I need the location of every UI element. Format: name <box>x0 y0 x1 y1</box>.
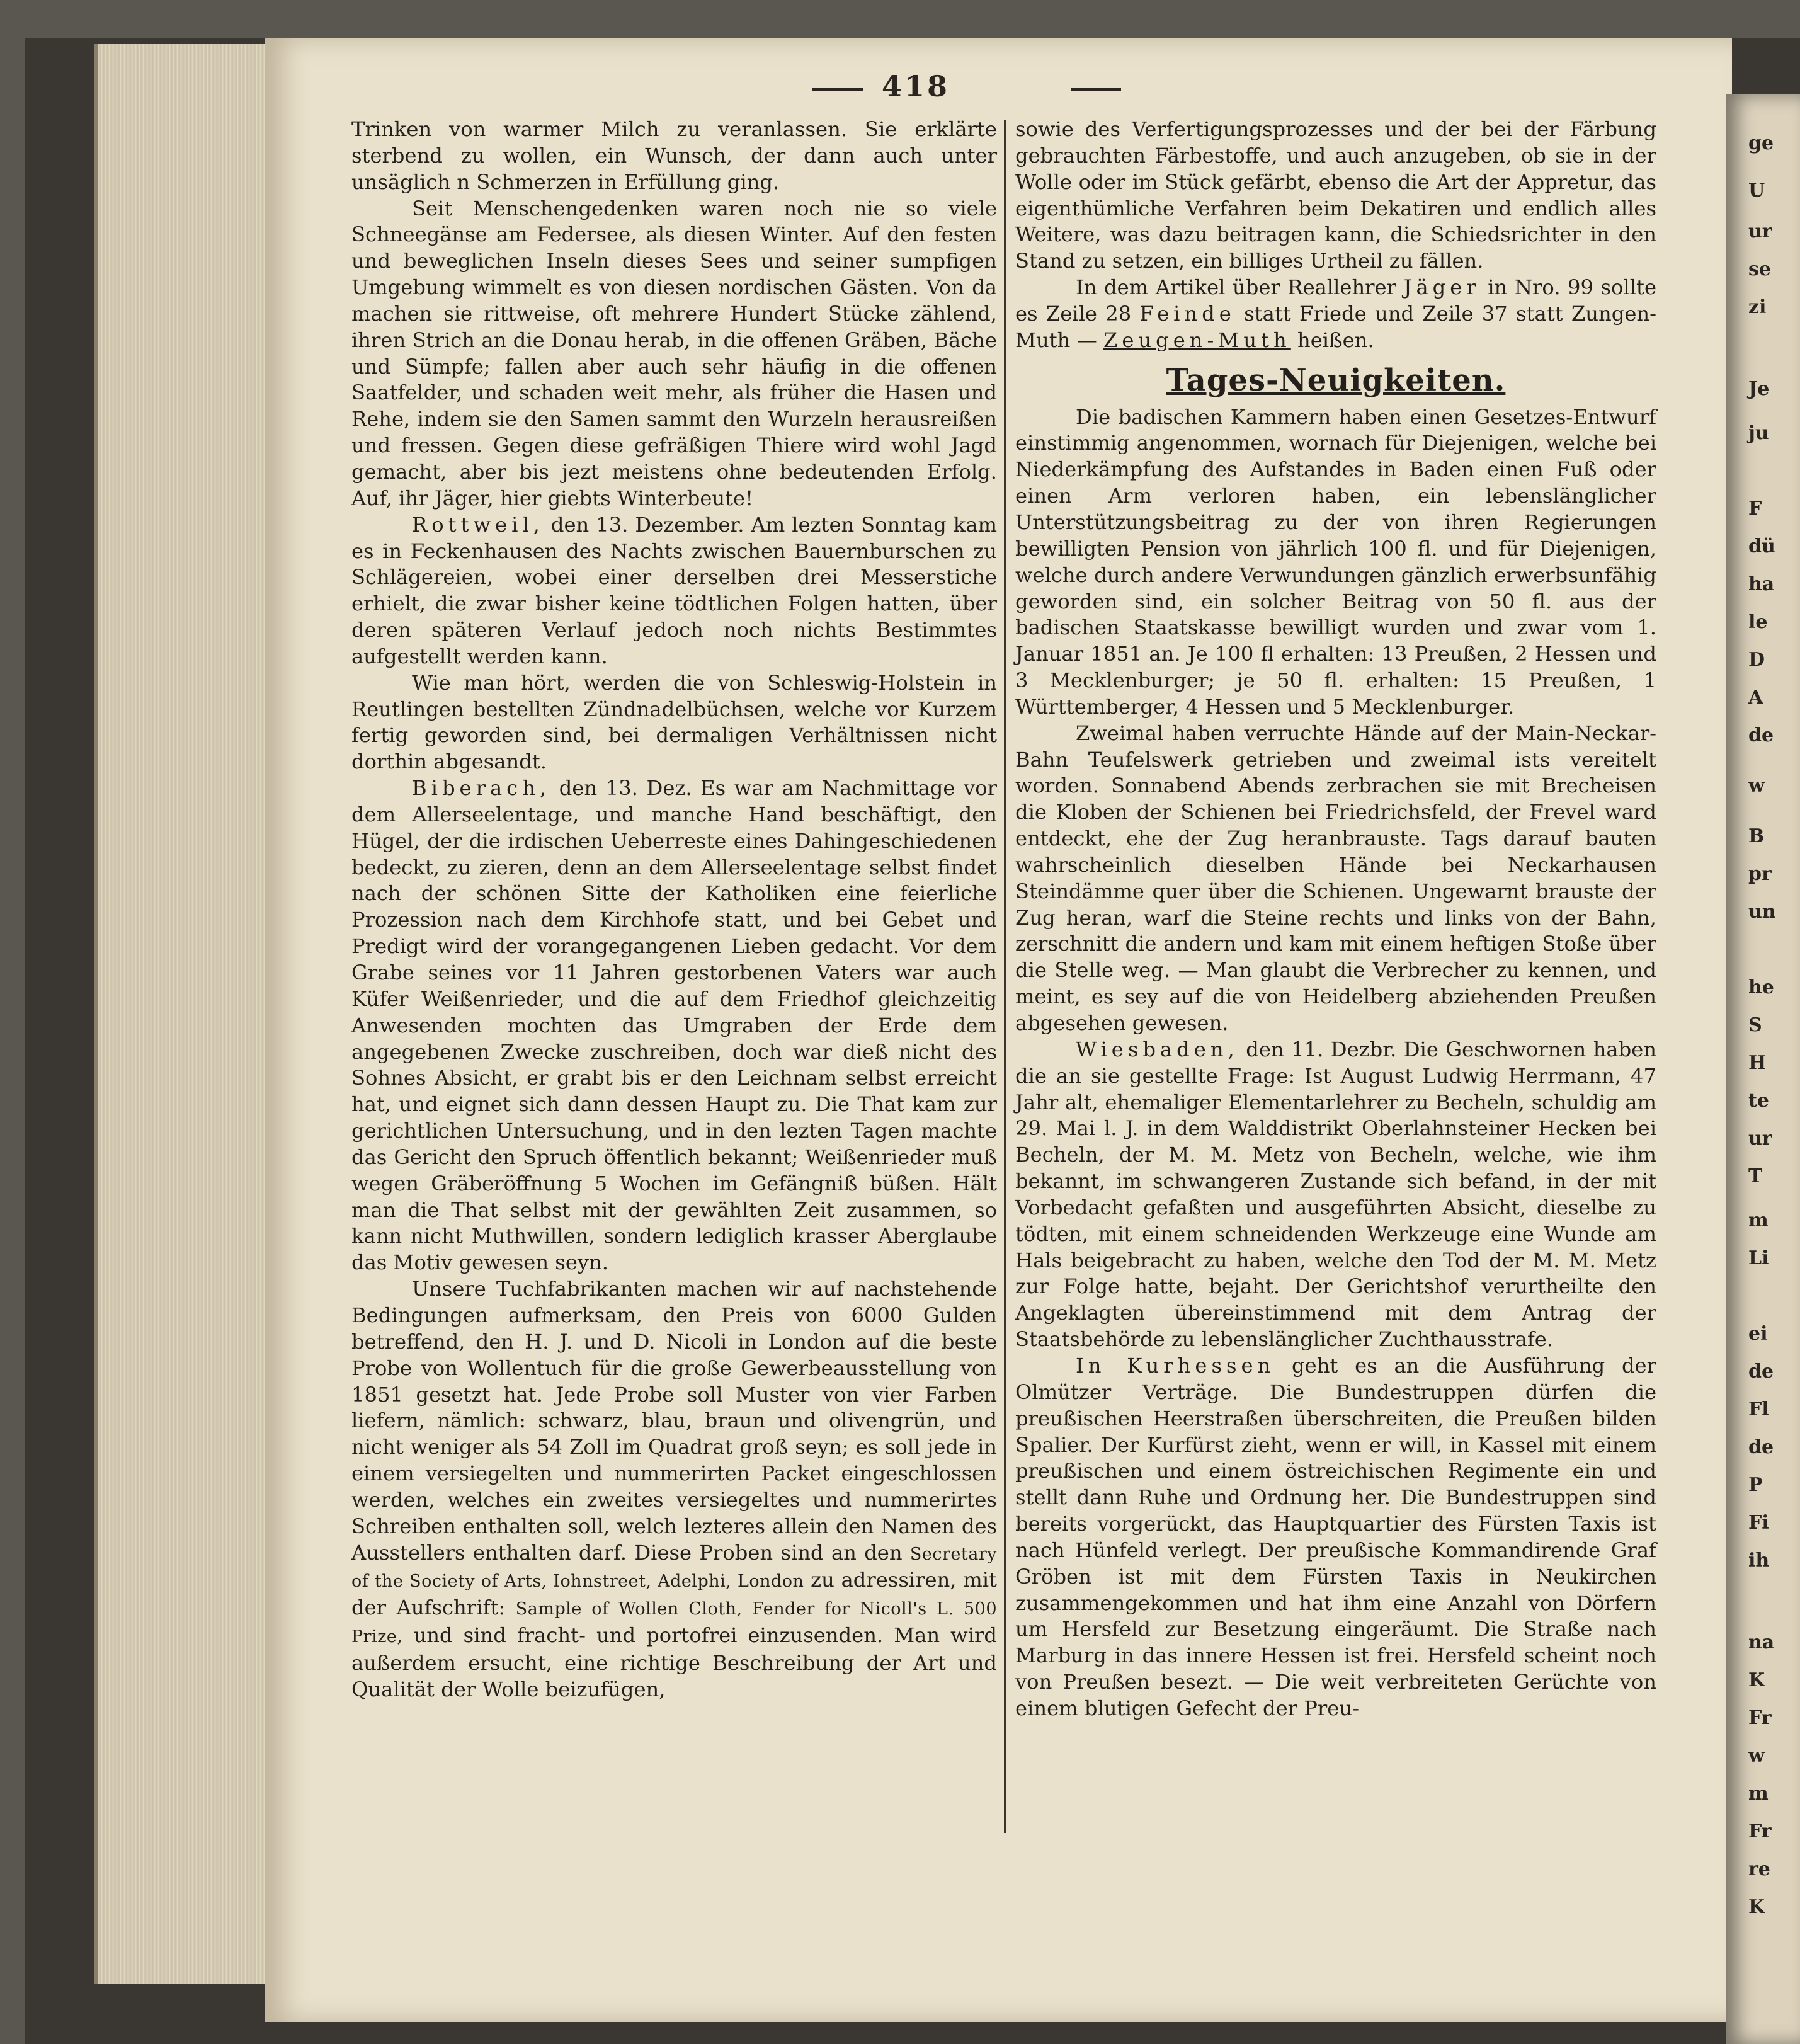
next-page-fragment: pr <box>1748 863 1772 885</box>
left-column <box>351 117 997 1703</box>
next-page-fragment: Li <box>1748 1247 1769 1269</box>
next-page-fragment: P <box>1748 1474 1763 1496</box>
paragraph-text: zu adressiren, mit der Aufschrift: <box>351 1568 997 1620</box>
paragraph-text: den 11. Dezbr. Die Geschwornen haben die an sie gestellte Frage: Ist August Ludwig Herrmann, 47 Jahr alt, ehemaliger Elementarlehrer zu Becheln, schuldig am 29. Mai l. J. in dem Walddistrikt Oberlahnsteiner Hecken bei Becheln, der M. M. Metz von Becheln, welche, wie ihm bekannt, im schwangeren Zustande sich befand, in der mit Vorbedacht gefaßten und ausgeführten Absicht, dieselbe zu tödten, mit einem schneidenden Werkzeuge eine Wunde am Hals beigebracht zu haben, welche den Tod der M. M. Metz zur Folge hatte, bejaht. Der Gerichtshof verurtheilte den Angeklagten übereinstimmend mit dem Antrag der Staatsbehörde zu lebenslänglicher Zuchthausstrafe. <box>1015 1037 1656 1352</box>
paragraph-text: in Nro. 99 sollte es Zeile 28 <box>1015 275 1656 326</box>
next-page-fragment: K <box>1748 1669 1765 1691</box>
next-page-fragment: Fr <box>1748 1820 1772 1842</box>
next-page-fragment: D <box>1748 649 1765 671</box>
next-page-fragment: he <box>1748 976 1774 998</box>
next-page-fragment: dü <box>1748 535 1775 557</box>
next-page-fragment: w <box>1748 1745 1765 1767</box>
paragraph-text: den 13. Dez. Es war am Nachmittage vor dem Allerseelentage, und manche Hand beschäftigt, den Hügel, der die irdischen Ueberreste eines Dahingeschiedenen bedeckt, zu zieren, denn an dem Allerseelentage selbst findet nach der schönen Sitte der Katholiken eine feierliche Prozession nach dem Kirchhofe statt, und bei Gebet und Predigt wird der vorangegangenen Lieben gedacht. Vor dem Grabe seines vor 11 Jahren gestorbenen Vaters war auch Küfer Weißenrieder, und die auf dem Friedhof gleichzeitig Anwesenden mochten das Umgraben der Erde dem angegebenen Zwecke zuschreiben, doch war dieß nicht des Sohnes Absicht, er grabt bis er den Leichnam selbst erreicht hat, und eignet sich dann dessen Haupt zu. Die That kam zur gerichtlichen Untersuchung, und in den lezten Tagen machte das Gericht den Spruch öffentlich bekannt; Weißenrieder muß wegen Gräberöffnung 5 Wochen im Gefängniß büßen. Hält man die That selbst mit der gewählten Zeit zusammen, so kann nicht Muthwillen, sondern lediglich krasser Aberglaube das Motiv gewesen seyn. <box>351 776 998 1275</box>
paragraph-text: Unsere Tuchfabrikanten machen wir auf nachstehende Bedingungen aufmerksam, den Preis von 6000 Gulden betreffend, den H. J. und D. Nicoli in London auf die beste Probe von Wollentuch für die große Gewerbeausstellung von 1851 gesetzt hat. Jede Probe soll Muster von vier Farben liefern, nämlich: schwarz, blau, braun und olivengrün, und nicht weniger als 54 Zoll im Quadrat groß seyn; es soll jede in einem versiegelten und nummerirten Packet eingeschlossen werden, welches ein zweites versiegeltes und nummerirtes Schreiben enthalten soll, welch lezteres allein den Namen des Ausstellers enthalten darf. Diese Proben sind an den <box>351 1277 997 1565</box>
next-page-fragment: un <box>1748 901 1776 923</box>
dateline-place: In Kurhessen <box>1076 1353 1275 1378</box>
paragraph-text: den 13. Dezember. Am lezten Sonntag kam es in Feckenhausen des Nachts zwischen Bauernburschen zu Schlägereien, wobei einer derselben drei Messerstiche erhielt, die zwar bisher keine tödtlichen Folgen hatten, über deren späteren Verlauf jedoch noch nichts Bestimmtes aufgestellt werden kann. <box>351 512 997 668</box>
column-separator <box>1004 120 1006 1833</box>
next-page-fragment: w <box>1748 775 1765 797</box>
page-number: 418 <box>882 69 950 103</box>
english-inscription: Sample of Wollen Cloth, Fender for Nicoll's L. 500 Prize, <box>351 1599 997 1647</box>
paragraph-text: In dem Artikel über Reallehrer <box>1076 275 1396 300</box>
paragraph: Wie man hört, werden die von Schleswig-Holstein in Reutlingen bestellten Zündnadelbüchsen, welche vor Kurzem fertig geworden sind, bei dermaligen Verhältnissen nicht dorthin abgesandt. <box>351 670 997 774</box>
paragraph: Die badischen Kammern haben einen Gesetzes-Entwurf einstimmig angenommen, wornach für Diejenigen, welche bei Niederkämpfung des Aufstandes in Baden einen Fuß oder einen Arm verloren haben, ein lebenslänglicher Unterstützungsbeitrag zu der von ihren Regierungen bewilligten Pension von jährlich 100 fl. und für Diejenigen, welche durch andere Verwundungen gänzlich erwerbsunfähig geworden sind, ein solcher Beitrag von 50 fl. aus der badischen Staatskasse bewilligt wurden und zwar vom 1. Januar 1851 an. Je 100 fl erhalten: 13 Preußen, 2 Hessen und 3 Mecklenburger; je 50 fl. erhalten: 15 Preußen, 1 Württemberger, 4 Hessen und 5 Mecklenburger. <box>1015 404 1656 719</box>
next-page-fragment: K <box>1748 1896 1765 1918</box>
right-column <box>1015 117 1656 1722</box>
next-page-fragment: ju <box>1748 422 1769 444</box>
next-page-fragment: Fi <box>1748 1512 1769 1534</box>
next-page-fragment: ih <box>1748 1550 1770 1572</box>
paragraph <box>1015 275 1656 354</box>
next-page-fragment: zi <box>1748 296 1767 318</box>
next-page-fragment: le <box>1748 611 1768 633</box>
next-page-fragment: H <box>1748 1052 1767 1074</box>
next-page-fragment: ha <box>1748 573 1775 595</box>
paragraph <box>351 775 997 1276</box>
next-page-fragment: de <box>1748 1436 1774 1458</box>
paragraph <box>1015 1037 1656 1353</box>
next-page-fragment: ge <box>1748 132 1774 154</box>
next-page-fragment: Fl <box>1748 1398 1769 1420</box>
next-page-fragment: se <box>1748 258 1771 280</box>
next-page-fragment: U <box>1748 180 1765 202</box>
dateline-place: Rottweil, <box>412 512 544 537</box>
spaced-name: Jäger <box>1403 275 1481 300</box>
next-page-fragment: ei <box>1748 1323 1768 1345</box>
next-page-fragment: A <box>1748 687 1763 709</box>
next-page-fragment: B <box>1748 825 1765 847</box>
spaced-word: Feinde <box>1139 301 1236 326</box>
next-page-fragment: F <box>1748 498 1762 520</box>
next-page-fragment: ur <box>1748 1128 1772 1150</box>
next-page-fragment: Fr <box>1748 1707 1772 1729</box>
paragraph-text: heißen. <box>1297 328 1374 352</box>
next-page-fragment: m <box>1748 1209 1769 1231</box>
dateline-place: Wiesbaden, <box>1076 1037 1239 1061</box>
paragraph <box>351 512 997 670</box>
paragraph: Trinken von warmer Milch zu veranlassen. Sie erklärte sterbend zu wollen, ein Wunsch, der dann auch unter unsäglich n Schmerzen in Erfüllung ging. <box>351 117 997 194</box>
next-page-fragment: T <box>1748 1165 1763 1187</box>
section-heading: Tages-Neuigkeiten. <box>1166 362 1506 398</box>
spaced-word: Zeugen-Muth <box>1103 328 1291 352</box>
dateline-place: Biberach, <box>412 776 551 801</box>
header-ornament-left <box>812 88 863 91</box>
next-page-edge <box>1726 94 1800 2044</box>
next-page-fragment: Je <box>1748 378 1770 400</box>
next-page-fragment: ur <box>1748 220 1772 243</box>
paragraph <box>351 1276 997 1703</box>
paragraph-text: und sind fracht- und portofrei einzusenden. Man wird außerdem ersucht, eine richtige Beschreibung der Art und Qualität der Wolle beizufügen, <box>351 1623 997 1701</box>
paragraph <box>1015 1353 1656 1722</box>
page-edges <box>94 44 275 1984</box>
paragraph: Zweimal haben verruchte Hände auf der Main-Neckar-Bahn Teufelswerk getrieben und zweimal ists vereitelt worden. Sonnabend Abends zerbrachen sie mit Brecheisen die Kloben der Schienen bei Friedrichsfeld, der Frevel ward entdeckt, ehe der Zug heranbrauste. Tags darauf bauten wahrscheinlich dieselben Hände bei Neckarhausen Steindämme quer über die Schienen. Ungewarnt brauste der Zug heran, warf die Steine rechts und links von der Bahn, zerschnitt die andern und kam mit einem heftigen Stoße über die Stelle weg. — Man glaubt die Verbrecher zu kennen, und meint, es sey auf die von Heidelberg abziehenden Preußen abgesehen gewesen. <box>1015 721 1656 1035</box>
paragraph-text: statt Friede und Zeile 37 statt Zungen-Muth — <box>1015 301 1656 352</box>
paragraph: sowie des Verfertigungsprozesses und der bei der Färbung gebrauchten Färbestoffe, und auch anzugeben, ob sie in der Wolle oder im Stück gefärbt, ebenso die Art der Appretur, das eigenthümliche Verfahren beim Dekatiren und endlich alles Weitere, was dazu beitragen kann, die Schiedsrichter in den Stand zu setzen, ein billiges Urtheil zu fällen. <box>1015 117 1656 273</box>
next-page-fragment: de <box>1748 724 1774 746</box>
header-ornament-right <box>1071 88 1121 91</box>
english-address: Secretary of the Society of Arts, Iohnstreet, Adelphi, London <box>351 1544 997 1592</box>
next-page-fragment: m <box>1748 1783 1769 1805</box>
paragraph-text: geht es an die Ausführung der Olmützer Verträge. Die Bundestruppen dürfen die preußischen Heerstraßen überschreiten, die Preußen bilden Spalier. Der Kurfürst zieht, wenn er will, in Kassel mit einem preußischen und einem östreichischen Regimente ein und stellt dann Ruhe und Ordnung her. Die Bundestruppen sind bereits vorgerückt, das Hauptquartier des Fürsten Taxis ist nach Hünfeld verlegt. Der preußische Kommandirende Graf Gröben ist mit dem Fürsten Taxis in Neukirchen zusammengekommen und hat ihm eine Anzahl von Dörfern um Hersfeld zur Besetzung eingeräumt. Die Straße nach Marburg in das innere Hessen ist frei. Hersfeld scheint noch von Preußen besezt. — Die weit verbreiteten Gerüchte von einem blutigen Gefecht der Preu- <box>1015 1353 1656 1720</box>
next-page-fragment: re <box>1748 1858 1770 1880</box>
paragraph: Seit Menschengedenken waren noch nie so viele Schneegänse am Federsee, als diesen Winter. Auf den festen und beweglichen Inseln dieses Sees und seiner sumpfigen Umgebung wimmelt es von diesen nordischen Gästen. Von da machen sie rittweise, oft mehrere Hundert Stücke zählend, ihren Strich an die Donau herab, in die offenen Gräben, Bäche und Sümpfe; fallen aber auch sehr häufig in die offenen Saatfelder, und schaden weit mehr, als früher die Hasen und Rehe, indem sie den Samen sammt den Wurzeln herausreißen und fressen. Gegen diese gefräßigen Thiere wird wohl Jagd gemacht, aber bis jezt meistens ohne bedeutenden Erfolg. Auf, ihr Jäger, hier giebts Winterbeute! <box>351 196 997 510</box>
next-page-fragment: na <box>1748 1631 1775 1653</box>
next-page-fragment: S <box>1748 1014 1762 1036</box>
next-page-fragment: te <box>1748 1090 1769 1112</box>
next-page-fragment: de <box>1748 1361 1774 1383</box>
